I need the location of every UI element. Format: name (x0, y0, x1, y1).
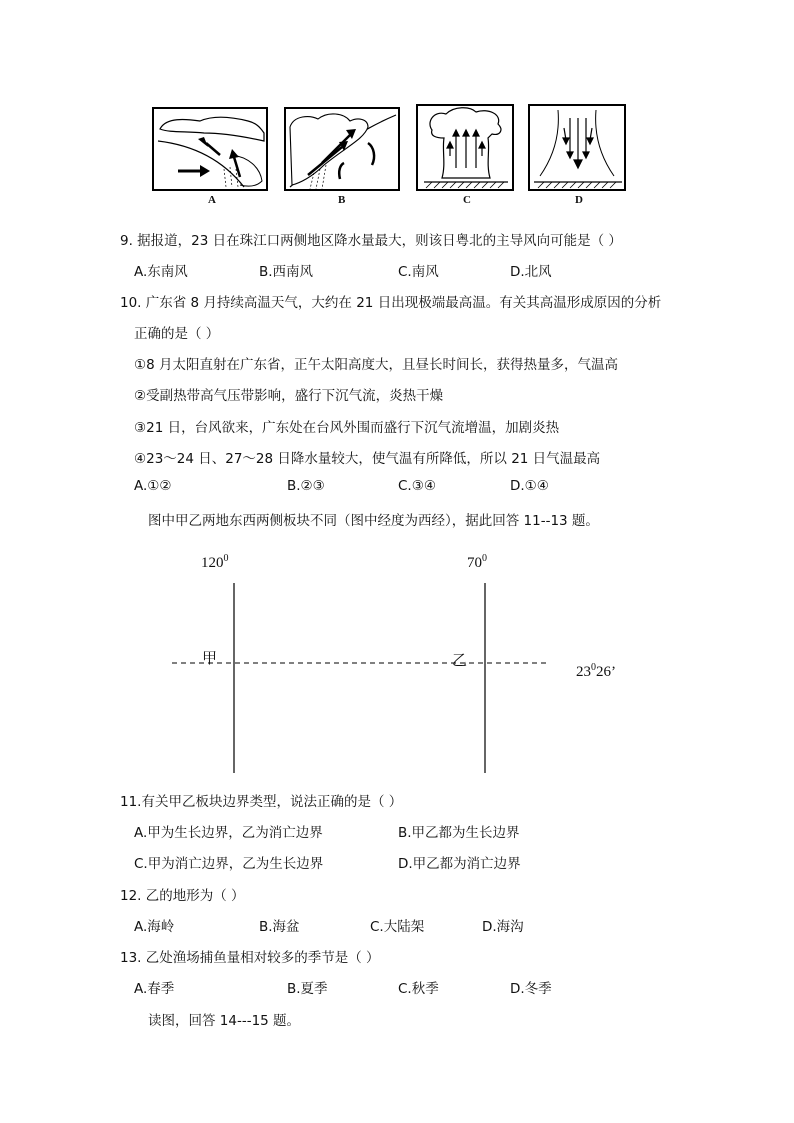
question-11: 11.有关甲乙板块边界类型，说法正确的是（ ） (120, 794, 403, 810)
q9-option-d: D.北风 (510, 264, 552, 280)
figure-a-warm-front (152, 107, 270, 193)
question-10-line2: 正确的是（ ） (134, 326, 220, 342)
q9-option-a: A.东南风 (134, 264, 188, 280)
longitude-left-value: 120 (201, 555, 224, 571)
q10-statement-3: ③21 日，台风欲来，广东处在台风外围而盛行下沉气流增温，加剧炎热 (134, 420, 560, 436)
longitude-left-label (201, 553, 229, 572)
plate-boundary-map (160, 545, 640, 780)
intro-14-15: 读图，回答 14---15 题。 (148, 1013, 301, 1029)
figure-b-label: B (338, 194, 346, 206)
q12-option-a: A.海岭 (134, 919, 175, 935)
intro-11-13: 图中甲乙两地东西两侧板块不同（图中经度为西经），据此回答 11--13 题。 (148, 513, 599, 529)
figure-d-subsidence (528, 104, 628, 193)
q11-option-d: D.甲乙都为消亡边界 (398, 856, 521, 872)
figure-a-label: A (208, 194, 216, 206)
question-13: 13. 乙处渔场捕鱼量相对较多的季节是（ ） (120, 950, 380, 966)
latitude-min-value: 26’ (596, 664, 616, 680)
question-12: 12. 乙的地形为（ ） (120, 888, 245, 904)
q11-option-b: B.甲乙都为生长边界 (398, 825, 520, 841)
q10-option-c: C.③④ (398, 478, 436, 494)
q12-option-b: B.海盆 (259, 919, 300, 935)
q13-option-b: B.夏季 (287, 981, 328, 997)
longitude-right-label (467, 553, 487, 572)
q13-option-d: D.冬季 (510, 981, 552, 997)
degree-mark: 0 (482, 553, 487, 564)
q10-option-b: B.②③ (287, 478, 325, 494)
q10-option-d: D.①④ (510, 478, 549, 494)
latitude-deg-value: 23 (576, 664, 591, 680)
q10-option-a: A.①② (134, 478, 172, 494)
question-10-line1: 10. 广东省 8 月持续高温天气，大约在 21 日出现极端最高温。有关其高温形成原因的分析 (120, 295, 662, 311)
place-yi-label: 乙 (452, 651, 468, 669)
q9-option-b: B.西南风 (259, 264, 314, 280)
q10-statement-2: ②受副热带高气压带影响，盛行下沉气流，炎热干燥 (134, 388, 444, 404)
q12-option-d: D.海沟 (482, 919, 524, 935)
q11-option-a: A.甲为生长边界，乙为消亡边界 (134, 825, 323, 841)
latitude-label (576, 662, 616, 681)
longitude-right-value: 70 (467, 555, 482, 571)
figure-c-label: C (463, 194, 471, 206)
degree-mark: 0 (591, 662, 596, 673)
figure-b-cold-front (284, 107, 402, 193)
q13-option-c: C.秋季 (398, 981, 439, 997)
figure-c-convection (416, 104, 516, 193)
q10-statement-4: ④23～24 日、27～28 日降水量较大，使气温有所降低，所以 21 日气温最高 (134, 451, 601, 467)
degree-mark: 0 (223, 553, 229, 564)
q9-option-c: C.南风 (398, 264, 439, 280)
question-9: 9. 据报道，23 日在珠江口两侧地区降水量最大，则该日粤北的主导风向可能是（ ） (120, 233, 622, 249)
q13-option-a: A.春季 (134, 981, 175, 997)
q12-option-c: C.大陆架 (370, 919, 425, 935)
figure-d-label: D (575, 194, 583, 206)
place-jia-label: 甲 (202, 649, 218, 667)
q11-option-c: C.甲为消亡边界，乙为生长边界 (134, 856, 324, 872)
q10-statement-1: ①8 月太阳直射在广东省，正午太阳高度大，且昼长时间长，获得热量多，气温高 (134, 357, 618, 373)
